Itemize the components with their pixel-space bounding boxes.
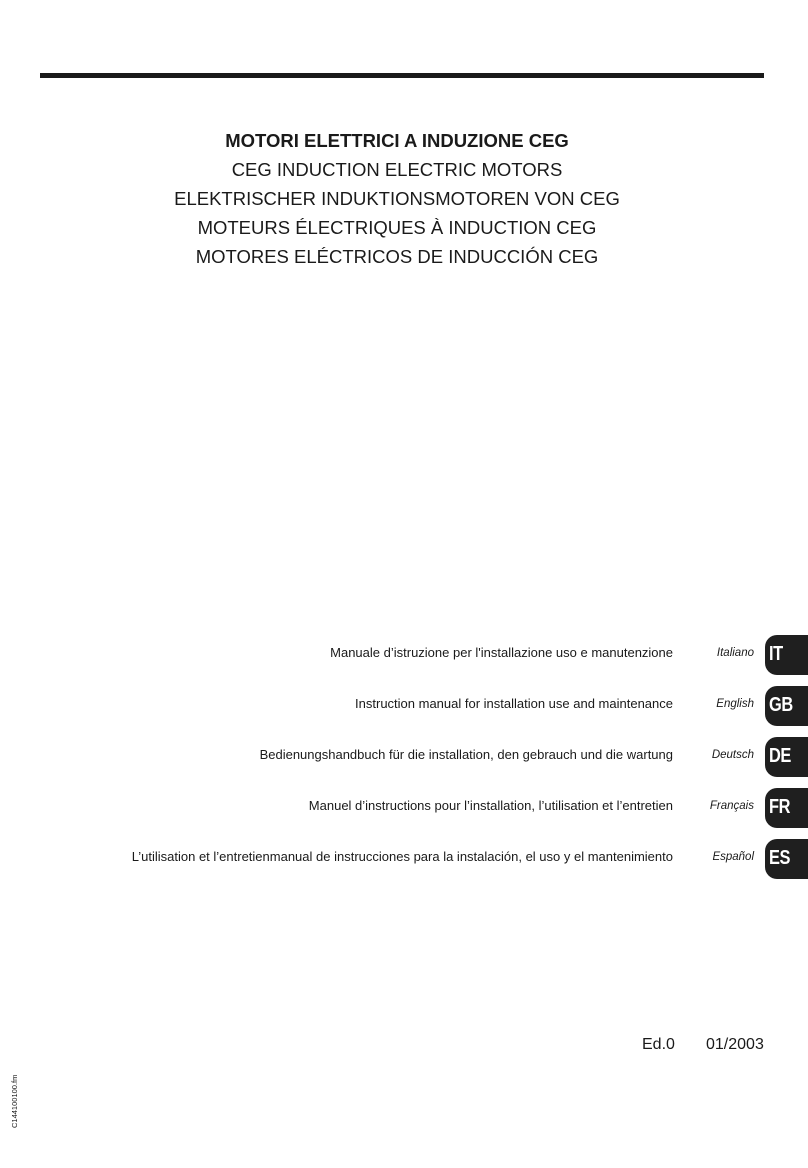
language-code: DE [769, 745, 791, 767]
language-name: Italiano [716, 647, 754, 659]
language-description: Manuel d’instructions pour l’installation, l’utilisation et l’entretien [308, 798, 673, 813]
language-description: Manuale d’istruzione per l'installazione uso e manutenzione [330, 645, 673, 660]
language-row-spanish[interactable] [0, 839, 808, 879]
language-row-italian[interactable] [0, 635, 808, 675]
language-tab-fr[interactable] [765, 788, 808, 828]
language-tab-de[interactable] [765, 737, 808, 777]
file-code: C144100100.fm [10, 1074, 19, 1128]
top-rule [40, 73, 764, 78]
language-code: IT [769, 643, 783, 665]
edition-date: 01/2003 [706, 1036, 764, 1053]
edition-label: Ed.0 [642, 1036, 675, 1053]
language-name: Français [709, 800, 754, 812]
language-description: Instruction manual for installation use and maintenance [355, 696, 673, 711]
title-german: ELEKTRISCHER INDUKTIONSMOTOREN VON CEG [174, 188, 620, 209]
language-code: ES [769, 847, 791, 869]
language-tab-it[interactable] [765, 635, 808, 675]
language-name: Deutsch [711, 749, 754, 761]
language-code: FR [769, 796, 791, 818]
language-tab-es[interactable] [765, 839, 808, 879]
language-row-german[interactable] [0, 737, 808, 777]
language-description: Bedienungshandbuch für die installation, den gebrauch und die wartung [259, 747, 673, 762]
language-tab-gb[interactable] [765, 686, 808, 726]
title-block [0, 126, 794, 271]
language-row-french[interactable] [0, 788, 808, 828]
language-row-english[interactable] [0, 686, 808, 726]
title-spanish: MOTORES ELÉCTRICOS DE INDUCCIÓN CEG [195, 246, 599, 267]
main-title: MOTORI ELETTRICI A INDUZIONE CEG [225, 130, 569, 151]
title-english: CEG INDUCTION ELECTRIC MOTORS [231, 159, 563, 180]
language-name: Español [712, 851, 754, 863]
language-name: English [716, 698, 754, 710]
language-code: GB [769, 694, 793, 716]
title-french: MOTEURS ÉLECTRIQUES À INDUCTION CEG [197, 217, 597, 238]
language-description: L’utilisation et l’entretienmanual de instrucciones para la instalación, el uso y el mantenimiento [131, 849, 673, 864]
